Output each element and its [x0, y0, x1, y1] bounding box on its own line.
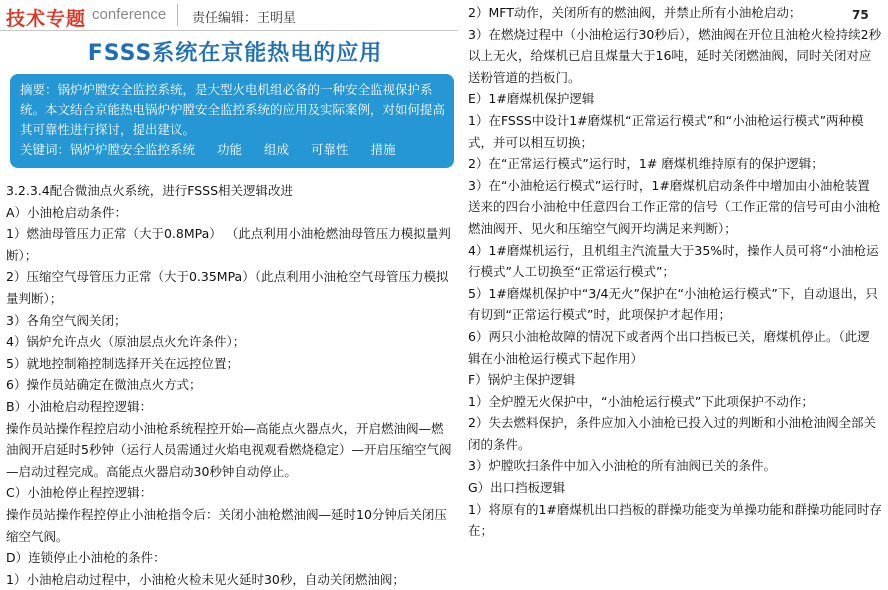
header-rule [0, 30, 458, 31]
abstract-text: 摘要：锅炉炉膛安全监控系统，是大型火电机组必备的一种安全监视保护系统。本文结合京能热电锅炉炉膛安全监控系统的应用及实际案例，对如何提高其可靠性进行探讨，提出建议。 [20, 82, 446, 137]
keyword: 措施 [370, 142, 396, 157]
paragraph: 2）压缩空气母管压力正常（大于0.35MPa）（此点利用小油枪空气母管压力模拟量判断）； [6, 269, 449, 306]
paragraph: 1）在FSSS中设计1#磨煤机“正常运行模式”和“小油枪运行模式”两种模式，并可以相互切换； [468, 112, 864, 150]
right-column [468, 2, 882, 542]
keyword: 关键词：锅炉炉膛安全监控系统 [20, 142, 196, 157]
section-subtitle: conference [92, 6, 167, 23]
paragraph: 3）在“小油枪运行模式”运行时，1#磨煤机启动条件中增加由小油枪装置送来的四台小油枪中任意四台工作正常的信号（工作正常的信号可由小油枪燃油阀开、见火和压缩空气阀开均满足来判断）； [468, 177, 881, 236]
paragraph: 1）将原有的1#磨煤机出口挡板的群操功能变为单操功能和群操功能同时存在； [468, 501, 882, 539]
keyword: 组成 [264, 142, 290, 157]
paragraph: C）小油枪停止程控逻辑： [6, 485, 153, 501]
paragraph: 操作员站操作程控启动小油枪系统程控开始—高能点火器点火，开启燃油阀—燃油阀开启延时5秒钟（运行人员需通过火焰电视观看燃烧稳定）—开启压缩空气阀—启动过程完成。高能点火器启动30秒钟自动停止。 [6, 420, 452, 479]
paragraph: 3.2.3.4配合微油点火系统，进行FSSS相关逻辑改进 [6, 183, 294, 198]
paragraph: 5）1#磨煤机保护中“3/4无火”保护在“小油枪运行模式”下，自动退出，只有切到“正常运行模式”时，此项保护才起作用； [468, 285, 878, 323]
paragraph: D）连锁停止小油枪的条件： [6, 550, 166, 566]
paragraph: 3）在燃烧过程中（小油枪运行30秒后），燃油阀在开位且油枪火检持续2秒以上无火，给煤机已启且煤量大于16吨，延时关闭燃油阀，同时关闭对应送粉管道的挡板门。 [468, 26, 882, 85]
page-number: 75 [852, 8, 869, 22]
paragraph: 2）在“正常运行模式”运行时，1# 磨煤机维持原有的保护逻辑； [468, 156, 824, 172]
editor-credit: 责任编辑：王明星 [192, 11, 297, 26]
paragraph: G）出口挡板逻辑 [468, 480, 566, 496]
paragraph: 1）燃油母管压力正常（大于0.8MPa） （此点利用小油枪燃油母管压力模拟量判断）； [6, 226, 451, 263]
paragraph: 6）操作员站确定在微油点火方式； [6, 377, 202, 393]
left-column [6, 180, 452, 590]
paragraph: B）小油枪启动程控逻辑： [6, 398, 153, 414]
keyword: 功能 [217, 142, 243, 157]
paragraph: 5）就地控制箱控制选择开关在远控位置； [6, 355, 239, 371]
paragraph: E）1#磨煤机保护逻辑 [468, 91, 595, 107]
abstract-box [10, 74, 454, 168]
paragraph: 3）炉膛吹扫条件中加入小油枪的所有油阀已关的条件。 [468, 458, 776, 474]
section-brand: 技术专题 [6, 8, 87, 30]
paragraph: 2）MFT动作，关闭所有的燃油阀，并禁止所有小油枪启动； [468, 5, 802, 20]
paragraph: 操作员站操作程控停止小油枪指令后：关闭小油枪燃油阀—延时10分钟后关闭压缩空气阀。 [6, 506, 447, 544]
paragraph: 1）全炉膛无火保护中，“小油枪运行模式”下此项保护不动作； [468, 393, 814, 409]
paragraph: 6）两只小油枪故障的情况下或者两个出口挡板已关，磨煤机停止。（此逻辑在小油枪运行模式下起作用） [468, 328, 870, 366]
paragraph: F）锅炉主保护逻辑 [468, 372, 576, 388]
paragraph: 4）1#磨煤机运行，且机组主汽流量大于35%时，操作人员可将“小油枪运行模式”人工切换至“正常运行模式”； [468, 242, 879, 280]
paragraph: A）小油枪启动条件： [6, 204, 128, 220]
keywords-line [20, 140, 446, 160]
keyword: 可靠性 [311, 142, 349, 157]
paragraph: 2）失去燃料保护，条件应加入小油枪已投入过的判断和小油枪油阀全部关闭的条件。 [468, 415, 876, 452]
paragraph: 4）锅炉允许点火（原油层点火允许条件）； [6, 334, 246, 350]
article-title: FSSS系统在京能热电的应用 [87, 41, 383, 66]
header-divider [177, 4, 178, 26]
paragraph: 1）小油枪启动过程中，小油枪火检未见火延时30秒，自动关闭燃油阀； [6, 571, 405, 587]
paragraph: 3）各角空气阀关闭； [6, 312, 127, 328]
